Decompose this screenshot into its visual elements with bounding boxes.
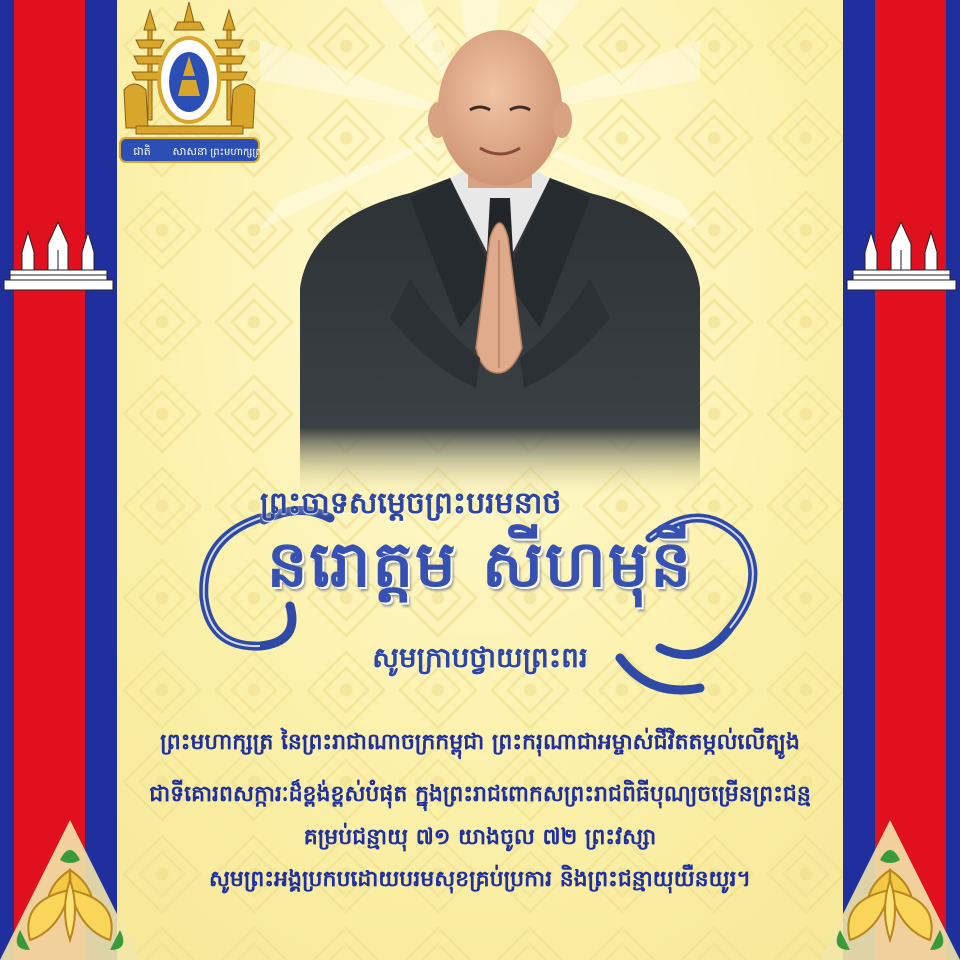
- message-line-1: ព្រះមហាក្សត្រ នៃព្រះរាជាណាចក្រកម្ពុជា ព្រះករុណាជាអម្ចាស់ជីវិតតម្កល់លើត្បូង: [160, 730, 800, 755]
- title-small: ព្រះចាទសម្តេចព្រះបរមនាថ: [260, 486, 562, 521]
- title-subtitle: សូមក្រាបថ្វាយព្រះពរ: [372, 641, 588, 674]
- royal-emblem-icon: [112, 0, 267, 165]
- emblem-label-right: ព្រះមហាក្សត្រ: [210, 147, 262, 158]
- lotus-flower-icon: [820, 800, 960, 960]
- emblem-label-left: ជាតិ: [133, 145, 151, 158]
- message-line-3: គម្រប់ជន្មាយុ ៧១ យាងចូល ៧២ ព្រះវស្សា: [303, 825, 657, 850]
- angkor-temple-icon: [0, 222, 117, 292]
- lotus-flower-icon: [0, 800, 140, 960]
- emblem-label-center: សាសនា: [172, 145, 208, 158]
- message-line-4: សូមព្រះអង្គប្រកបដោយបរមសុខគ្រប់ប្រការ និងព្រះជន្មាយុយឺនយូរ។: [208, 867, 752, 892]
- greeting-title-block: [180, 478, 780, 718]
- title-main: នរោត្តម សីហមុនី: [266, 528, 694, 602]
- king-portrait: [290, 28, 710, 498]
- message-line-2: ជាទីគោរពសក្ការៈដ៏ខ្ពង់ខ្ពស់បំផុត ក្នុងព្រះរាជពោកសព្រះរាជពិធីបុណ្យចម្រើនព្រះជន្ម: [149, 782, 811, 807]
- angkor-temple-icon: [843, 222, 960, 292]
